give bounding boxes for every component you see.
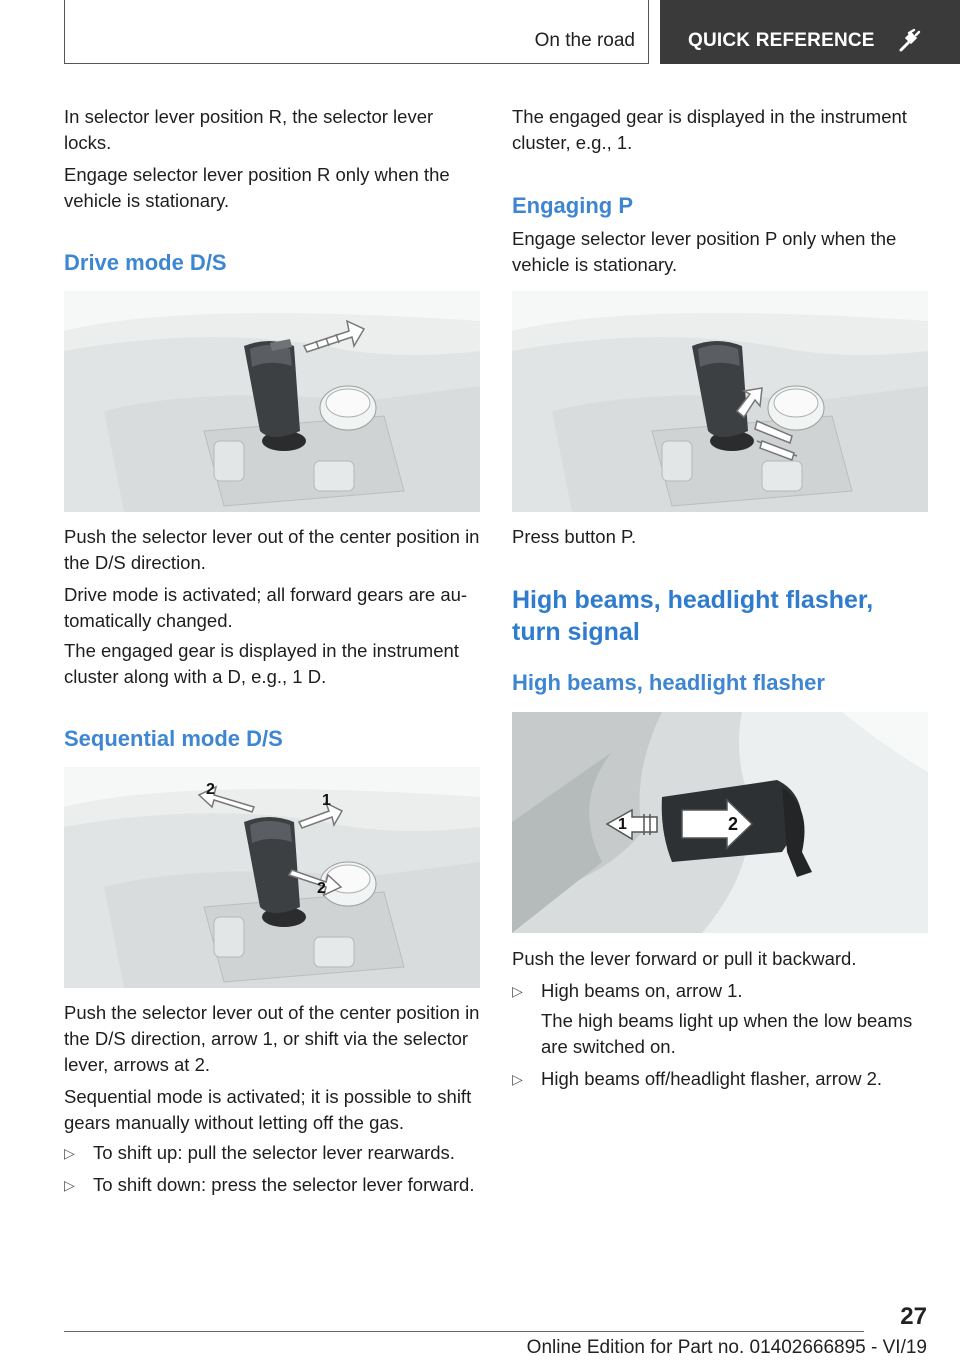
bullet-text: To shift up: pull the selector lever rearwards. <box>93 1142 455 1163</box>
selector-lever-arrows-illustration <box>64 767 480 988</box>
quick-reference-label: QUICK REFERENCE <box>688 30 875 51</box>
header-rule-bottom <box>64 63 649 64</box>
bullet-text: High beams on, arrow 1. <box>541 980 743 1001</box>
paragraph: Press button P. <box>512 526 637 547</box>
page-number: 27 <box>900 1303 927 1330</box>
heading-high-beams-flasher: High beams, headlight flasher <box>512 670 825 695</box>
bullet-triangle-icon: ▷ <box>64 1177 75 1193</box>
header-rule-left <box>64 0 65 64</box>
heading-sequential-mode: Sequential mode D/S <box>64 726 283 751</box>
arrow-label-2: 2 <box>728 814 739 834</box>
park-button-illustration <box>512 291 928 512</box>
figure-turn-signal-lever <box>512 712 928 933</box>
figure-park-button <box>512 291 928 512</box>
bullet-subtext: The high beams light up when the low beams are switched on. <box>541 1010 913 1057</box>
paragraph: Push the selector lever out of the center position in the D/S direction, arrow 1, or shift via the selector lever, arrows at 2. <box>64 1002 480 1075</box>
paragraph: Engage selector lever position P only when the vehicle is stationary. <box>512 228 897 275</box>
footer-rule <box>64 1331 864 1332</box>
selector-lever-illustration <box>64 291 480 512</box>
bullet-text: To shift down: press the selector lever forward. <box>93 1174 475 1195</box>
bullet-triangle-icon: ▷ <box>512 1071 523 1087</box>
paragraph: The engaged gear is displayed in the instrument cluster along with a D, e.g., 1 D. <box>64 640 459 687</box>
bullet-triangle-icon: ▷ <box>512 983 523 999</box>
bullet-triangle-icon: ▷ <box>64 1145 75 1161</box>
figure-sequential-mode-selector <box>64 767 480 988</box>
paragraph: In selector lever position R, the selector lever locks. <box>64 106 434 153</box>
header-rule-mid <box>648 0 649 64</box>
paragraph: Push the selector lever out of the center position in the D/S direction. <box>64 526 480 573</box>
heading-drive-mode: Drive mode D/S <box>64 250 227 275</box>
paragraph: Sequential mode is activated; it is possible to shift gears manually without letting off the gas. <box>64 1086 472 1133</box>
arrow-label-1: 1 <box>322 792 331 809</box>
arrow-label-2-front: 2 <box>317 880 326 897</box>
wrench-tool-icon <box>895 28 921 54</box>
paragraph: Push the lever forward or pull it backward. <box>512 948 857 969</box>
paragraph: The engaged gear is displayed in the instrument cluster, e.g., 1. <box>512 106 907 153</box>
paragraph: Engage selector lever position R only when the vehicle is stationary. <box>64 164 450 211</box>
arrow-label-2-rear: 2 <box>206 781 215 798</box>
header-section-title[interactable]: On the road <box>534 30 635 51</box>
heading-engaging-p: Engaging P <box>512 193 633 218</box>
figure-drive-mode-selector <box>64 291 480 512</box>
heading-high-beams-turn-signal: High beams, headlight flasher, turn signal <box>512 586 874 646</box>
paragraph: Drive mode is activated; all forward gears are automatically changed. <box>64 584 468 631</box>
bullet-text: High beams off/headlight flasher, arrow 2. <box>541 1068 883 1089</box>
footer-edition: Online Edition for Part no. 01402666895 - VI/19 <box>526 1337 927 1358</box>
arrow-label-1: 1 <box>618 816 627 833</box>
turn-signal-lever-illustration <box>512 712 928 933</box>
quick-reference-tab[interactable] <box>660 0 960 64</box>
